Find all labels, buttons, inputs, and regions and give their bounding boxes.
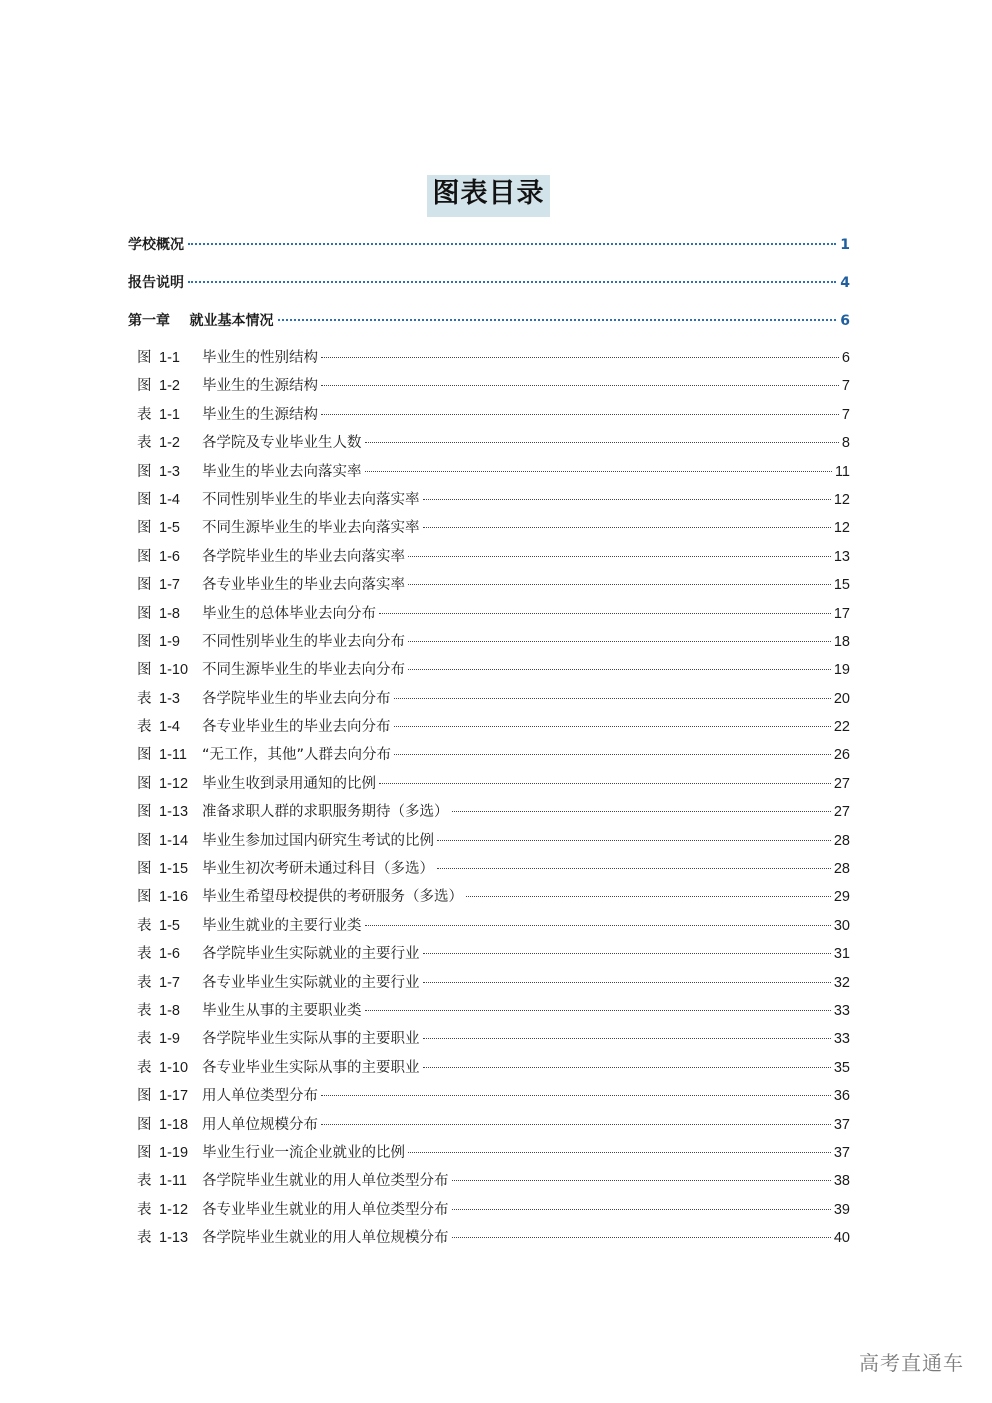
toc-list-item[interactable] (128, 1054, 850, 1082)
toc-item-number: 1-19 (159, 1144, 189, 1161)
toc-item-number: 1-11 (159, 747, 187, 764)
toc-list-item[interactable] (128, 969, 850, 997)
toc-item-number: 1-1 (159, 350, 180, 366)
toc-list-item[interactable] (128, 429, 850, 457)
toc-item-title: 不同生源毕业生的毕业去向落实率 (202, 520, 420, 537)
toc-page-number: 28 (833, 861, 850, 878)
toc-main-entry[interactable] (128, 226, 850, 264)
toc-page-number: 30 (833, 917, 850, 934)
toc-item-kind: 图 (137, 832, 152, 849)
toc-item-kind: 表 (137, 690, 152, 707)
toc-page-number: 20 (833, 690, 850, 707)
toc-list-item[interactable] (128, 912, 850, 940)
toc-item-number: 1-18 (159, 1116, 189, 1133)
dot-leader (423, 953, 831, 954)
toc-item-kind: 图 (137, 861, 152, 878)
toc-item-number: 1-3 (159, 690, 180, 707)
toc-item-title: 毕业生的生源结构 (202, 378, 318, 395)
toc-item-title: 各专业毕业生的毕业去向落实率 (202, 577, 405, 594)
toc-item-number: 1-14 (159, 832, 189, 849)
toc-item-kind: 图 (137, 491, 152, 508)
toc-page-number: 22 (833, 719, 850, 736)
toc-list-item[interactable] (128, 798, 850, 826)
dot-leader (437, 868, 831, 869)
toc-item-kind: 表 (137, 946, 152, 963)
toc-page-number: 11 (834, 463, 850, 480)
toc-item-kind: 表 (137, 719, 152, 736)
toc-item-title: 不同性别毕业生的毕业去向分布 (202, 633, 405, 650)
toc-item-kind: 图 (137, 1088, 152, 1105)
toc-page-number: 13 (833, 548, 850, 565)
dot-leader (278, 319, 837, 321)
toc-page-number: 6 (840, 313, 850, 329)
toc-page-number: 37 (833, 1144, 850, 1161)
toc-item-title: “无工作，其他”人群去向分布 (202, 747, 392, 764)
toc-list-item[interactable] (128, 770, 850, 798)
toc-item-kind: 图 (137, 1116, 152, 1133)
toc-list-item[interactable] (128, 997, 850, 1025)
toc-list-item[interactable] (128, 486, 850, 514)
toc-item-kind: 图 (137, 633, 152, 650)
dot-leader (408, 641, 831, 642)
toc-item-title: 各学院毕业生就业的用人单位类型分布 (202, 1173, 449, 1190)
dot-leader (452, 1237, 831, 1238)
toc-item-number: 1-6 (159, 946, 180, 963)
page-title: 图表目录 (427, 175, 550, 217)
toc-main-entry[interactable] (128, 264, 850, 302)
toc-list-item[interactable] (128, 543, 850, 571)
toc-item-number: 1-13 (159, 1230, 189, 1247)
toc-item-title: 各学院及专业毕业生人数 (202, 435, 362, 452)
toc-page-number: 7 (841, 406, 850, 423)
toc-item-kind: 图 (137, 804, 152, 821)
toc-main-label: 学校概况 (128, 237, 184, 253)
dot-leader (365, 471, 832, 472)
toc-item-number: 1-6 (159, 548, 180, 565)
toc-list-item[interactable] (128, 1082, 850, 1110)
toc-item-number: 1-1 (159, 406, 180, 423)
dot-leader (423, 1038, 831, 1039)
toc-page-number: 12 (833, 520, 850, 537)
toc-list-item[interactable] (128, 1224, 850, 1252)
toc-item-title: 各专业毕业生就业的用人单位类型分布 (202, 1201, 449, 1218)
toc-item-title: 毕业生的总体毕业去向分布 (202, 605, 376, 622)
dot-leader (437, 840, 831, 841)
toc-item-kind: 图 (137, 889, 152, 906)
toc-page-number: 40 (833, 1230, 850, 1247)
toc-list-item[interactable] (128, 344, 850, 372)
dot-leader (365, 1010, 831, 1011)
toc-list-item[interactable] (128, 1196, 850, 1224)
toc-item-kind: 图 (137, 662, 152, 679)
toc-list-item[interactable] (128, 827, 850, 855)
toc-item-title: 各学院毕业生的毕业去向分布 (202, 690, 391, 707)
dot-leader (321, 1124, 831, 1125)
toc-page-number: 18 (833, 633, 850, 650)
toc-list-item[interactable] (128, 372, 850, 400)
toc-item-number: 1-15 (159, 861, 189, 878)
toc-item-title: 各专业毕业生实际从事的主要职业 (202, 1059, 420, 1076)
toc-page-number: 28 (833, 832, 850, 849)
toc-item-number: 1-13 (159, 804, 189, 821)
toc-item-kind: 图 (137, 378, 152, 395)
dot-leader (321, 1095, 831, 1096)
toc-list-item[interactable] (128, 571, 850, 599)
toc-item-title: 不同性别毕业生的毕业去向落实率 (202, 491, 420, 508)
toc-list-item[interactable] (128, 656, 850, 684)
toc-page-number: 6 (841, 350, 850, 366)
toc-item-kind: 图 (137, 747, 152, 764)
toc-page-number: 7 (841, 378, 850, 395)
dot-leader (379, 783, 831, 784)
toc-list-item[interactable] (128, 514, 850, 542)
toc-item-title: 毕业生初次考研未通过科目（多选） (202, 861, 434, 878)
dot-leader (408, 1152, 831, 1153)
toc-item-title: 毕业生的生源结构 (202, 406, 318, 423)
toc-item-number: 1-5 (159, 917, 180, 934)
toc-item-kind: 表 (137, 1002, 152, 1019)
dot-leader (394, 726, 831, 727)
toc-item-kind: 图 (137, 577, 152, 594)
toc-list-item[interactable] (128, 685, 850, 713)
toc-item-title: 各专业毕业生的毕业去向分布 (202, 719, 391, 736)
toc-item-list (128, 344, 850, 1253)
toc-item-kind: 表 (137, 1173, 152, 1190)
toc-list-item[interactable] (128, 855, 850, 883)
dot-leader (423, 527, 831, 528)
toc-item-number: 1-4 (159, 719, 180, 736)
toc-page-number: 12 (833, 491, 850, 508)
toc-item-title: 各学院毕业生就业的用人单位规模分布 (202, 1230, 449, 1247)
toc-page-number: 36 (833, 1088, 850, 1105)
toc-item-number: 1-9 (159, 1031, 180, 1048)
dot-leader (423, 499, 831, 500)
toc-list-item[interactable] (128, 741, 850, 769)
table-of-contents (128, 226, 850, 1253)
toc-item-title: 毕业生就业的主要行业类 (202, 917, 362, 934)
toc-item-number: 1-2 (159, 378, 180, 395)
toc-item-number: 1-12 (159, 775, 189, 792)
toc-item-title: 不同生源毕业生的毕业去向分布 (202, 662, 405, 679)
dot-leader (394, 698, 831, 699)
dot-leader (408, 584, 831, 585)
toc-list-item[interactable] (128, 713, 850, 741)
dot-leader (188, 243, 836, 245)
toc-list-item[interactable] (128, 1139, 850, 1167)
toc-item-kind: 表 (137, 1059, 152, 1076)
toc-page-number: 1 (840, 237, 850, 253)
toc-item-title: 毕业生收到录用通知的比例 (202, 775, 376, 792)
toc-item-kind: 图 (137, 1144, 152, 1161)
toc-item-title: 各学院毕业生的毕业去向落实率 (202, 548, 405, 565)
toc-page-number: 31 (833, 946, 850, 963)
toc-item-number: 1-8 (159, 1002, 180, 1019)
dot-leader (452, 1180, 831, 1181)
toc-list-item[interactable] (128, 600, 850, 628)
toc-list-item[interactable] (128, 628, 850, 656)
toc-item-number: 1-8 (159, 605, 180, 622)
toc-item-title: 各专业毕业生实际就业的主要行业 (202, 974, 420, 991)
toc-page-number: 33 (833, 1002, 850, 1019)
toc-item-title: 各学院毕业生实际从事的主要职业 (202, 1031, 420, 1048)
toc-item-title: 毕业生行业一流企业就业的比例 (202, 1144, 405, 1161)
toc-main-label: 报告说明 (128, 275, 184, 291)
toc-item-number: 1-10 (159, 662, 189, 679)
toc-page-number: 17 (833, 605, 850, 622)
toc-page-number: 35 (833, 1059, 850, 1076)
toc-page-number: 29 (833, 889, 850, 906)
dot-leader (321, 357, 839, 358)
toc-item-kind: 表 (137, 1230, 152, 1247)
toc-item-number: 1-10 (159, 1059, 189, 1076)
toc-list-item[interactable] (128, 401, 850, 429)
dot-leader (379, 613, 831, 614)
dot-leader (466, 896, 831, 897)
dot-leader (394, 754, 831, 755)
toc-page-number: 26 (833, 747, 850, 764)
toc-item-number: 1-7 (159, 974, 180, 991)
toc-page-number: 27 (833, 804, 850, 821)
toc-item-title: 各学院毕业生实际就业的主要行业 (202, 946, 420, 963)
toc-item-number: 1-5 (159, 520, 180, 537)
toc-page-number: 37 (833, 1116, 850, 1133)
toc-item-number: 1-16 (159, 889, 189, 906)
toc-page-number: 4 (840, 275, 850, 291)
toc-item-number: 1-3 (159, 463, 180, 480)
toc-item-title: 用人单位类型分布 (202, 1088, 318, 1105)
dot-leader (452, 1209, 831, 1210)
toc-list-item[interactable] (128, 883, 850, 911)
toc-page-number: 33 (833, 1031, 850, 1048)
toc-item-kind: 表 (137, 406, 152, 423)
toc-page-number: 38 (833, 1173, 850, 1190)
dot-leader (321, 385, 839, 386)
toc-list-item[interactable] (128, 458, 850, 486)
dot-leader (365, 925, 831, 926)
dot-leader (321, 414, 839, 415)
toc-page-number: 27 (833, 775, 850, 792)
toc-item-title: 准备求职人群的求职服务期待（多选） (202, 804, 449, 821)
toc-page-number: 32 (833, 974, 850, 991)
toc-page-number: 15 (833, 577, 850, 594)
dot-leader (408, 669, 831, 670)
dot-leader (365, 442, 839, 443)
dot-leader (408, 556, 831, 557)
toc-item-title: 毕业生的性别结构 (202, 350, 318, 366)
toc-item-title: 毕业生希望母校提供的考研服务（多选） (202, 889, 463, 906)
toc-item-number: 1-11 (159, 1173, 187, 1190)
toc-item-title: 毕业生从事的主要职业类 (202, 1002, 362, 1019)
toc-item-kind: 图 (137, 520, 152, 537)
toc-item-title: 毕业生参加过国内研究生考试的比例 (202, 832, 434, 849)
toc-item-kind: 图 (137, 605, 152, 622)
toc-list-item[interactable] (128, 1111, 850, 1139)
toc-main-entry[interactable] (128, 302, 850, 340)
toc-list-item[interactable] (128, 1167, 850, 1195)
dot-leader (452, 811, 831, 812)
toc-item-number: 1-2 (159, 435, 180, 452)
dot-leader (188, 281, 836, 283)
toc-item-kind: 表 (137, 1201, 152, 1218)
toc-item-kind: 图 (137, 775, 152, 792)
toc-item-number: 1-7 (159, 577, 180, 594)
toc-item-number: 1-12 (159, 1201, 189, 1218)
toc-item-kind: 图 (137, 350, 152, 366)
toc-list-item[interactable] (128, 940, 850, 968)
toc-page-number: 8 (841, 435, 850, 452)
toc-item-number: 1-4 (159, 491, 180, 508)
dot-leader (423, 982, 831, 983)
toc-main-list (128, 226, 850, 340)
toc-list-item[interactable] (128, 1025, 850, 1053)
toc-item-title: 毕业生的毕业去向落实率 (202, 463, 362, 480)
toc-item-kind: 图 (137, 463, 152, 480)
toc-item-kind: 表 (137, 435, 152, 452)
toc-main-label: 第一章 就业基本情况 (128, 313, 274, 329)
toc-item-title: 用人单位规模分布 (202, 1116, 318, 1133)
toc-page-number: 39 (833, 1201, 850, 1218)
toc-item-kind: 表 (137, 974, 152, 991)
toc-item-number: 1-9 (159, 633, 180, 650)
toc-item-kind: 表 (137, 917, 152, 934)
toc-item-number: 1-17 (159, 1088, 189, 1105)
toc-page-number: 19 (833, 662, 850, 679)
dot-leader (423, 1067, 831, 1068)
toc-item-kind: 图 (137, 548, 152, 565)
toc-item-kind: 表 (137, 1031, 152, 1048)
watermark-text: 高考直通车 (859, 1351, 964, 1375)
